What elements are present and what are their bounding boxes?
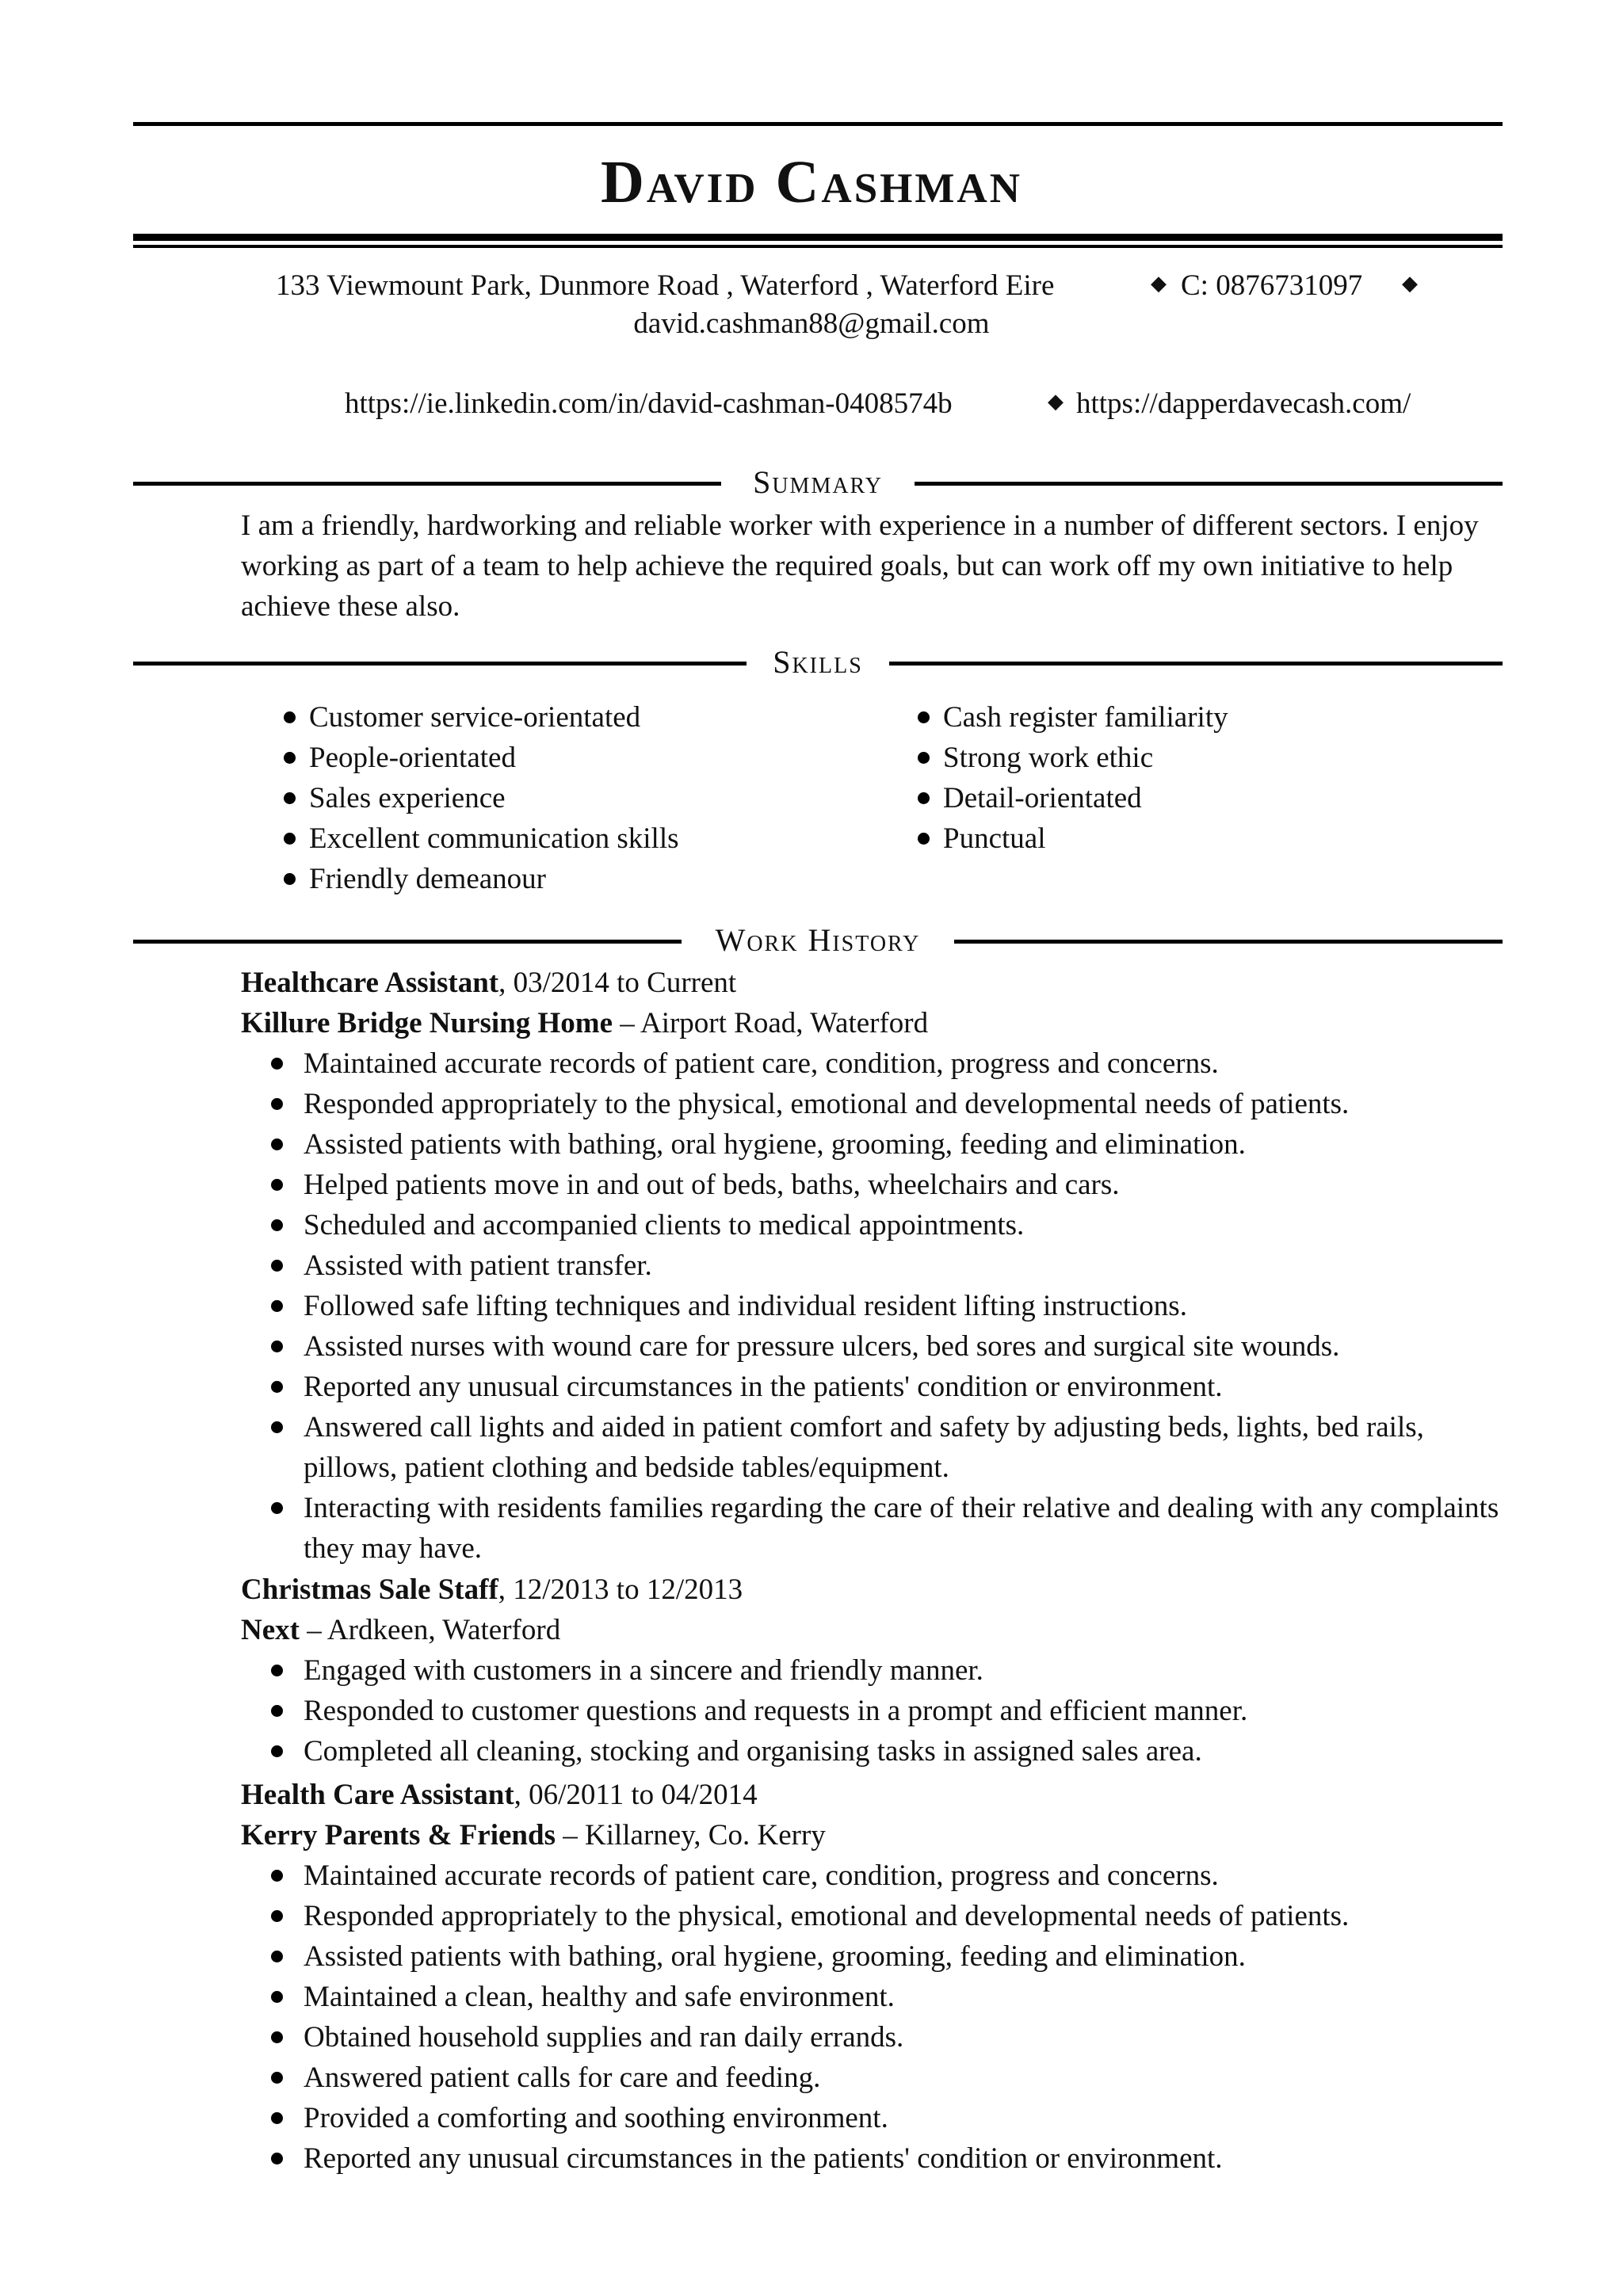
summary-text: I am a friendly, hardworking and reliable worker with experience in a number of different sectors. I enjoy working as part of a team to help achieve the required goals, but can work off my own initiative to help achieve these also.: [241, 509, 1479, 623]
bullet-icon: [271, 1705, 283, 1717]
employer-location: – Killarney, Co. Kerry: [555, 1819, 826, 1852]
list-item: Responded appropriately to the physical, emotional and developmental needs of patients.: [271, 1896, 1507, 1936]
header-top-rule: [133, 122, 1503, 126]
bullet-icon: [284, 711, 296, 723]
list-item: Reported any unusual circumstances in the patients' condition or environment.: [271, 1367, 1507, 1407]
bullet-icon: [284, 873, 296, 885]
bullet-icon: [271, 2112, 283, 2124]
separator-diamond-icon: ◆: [1402, 272, 1418, 295]
bullet-icon: [918, 711, 930, 723]
heading-rule: [954, 940, 1503, 944]
job-dates: , 12/2013 to 12/2013: [498, 1573, 743, 1606]
list-item: Assisted nurses with wound care for pressure ulcers, bed sores and surgical site wounds.: [271, 1326, 1507, 1367]
employer-line: [241, 1610, 560, 1650]
heading-rule: [915, 482, 1503, 486]
job-dates: , 06/2011 to 04/2014: [514, 1779, 758, 1811]
skills-right-column: [918, 697, 1520, 859]
contact-address: 133 Viewmount Park, Dunmore Road , Waterford , Waterford Eire: [276, 269, 1055, 302]
contact-linkedin[interactable]: https://ie.linkedin.com/in/david-cashman-0408574b: [345, 387, 953, 420]
bullet-icon: [918, 833, 930, 845]
bullet-icon: [271, 1341, 283, 1352]
list-item: Maintained a clean, healthy and safe environment.: [271, 1977, 1507, 2017]
list-item: Followed safe lifting techniques and individual resident lifting instructions.: [271, 1286, 1507, 1326]
skill-item: People-orientated: [284, 738, 886, 778]
list-item: Obtained household supplies and ran daily errands.: [271, 2017, 1507, 2058]
job-duties-list: [271, 1043, 1507, 1569]
skill-item: Punctual: [918, 818, 1520, 859]
bullet-icon: [271, 1138, 283, 1150]
list-item: Maintained accurate records of patient care, condition, progress and concerns.: [271, 1855, 1507, 1896]
bullet-icon: [271, 1745, 283, 1757]
bullet-icon: [271, 1991, 283, 2003]
bullet-icon: [284, 792, 296, 804]
skill-item: Strong work ethic: [918, 738, 1520, 778]
section-title: Skills: [773, 644, 863, 680]
bullet-icon: [284, 833, 296, 845]
list-item: Completed all cleaning, stocking and organising tasks in assigned sales area.: [271, 1731, 1507, 1772]
job-dates: , 03/2014 to Current: [498, 967, 737, 999]
list-item: Scheduled and accompanied clients to medical appointments.: [271, 1205, 1507, 1245]
list-item: Engaged with customers in a sincere and friendly manner.: [271, 1650, 1507, 1691]
employer-line: [241, 1815, 826, 1855]
bullet-icon: [271, 1058, 283, 1070]
job-duties-list: [271, 1650, 1507, 1772]
employer-location: – Airport Road, Waterford: [613, 1007, 929, 1039]
list-item: Assisted patients with bathing, oral hygiene, grooming, feeding and elimination.: [271, 1936, 1507, 1977]
job-title: Health Care Assistant: [241, 1779, 514, 1811]
list-item: Interacting with residents families regarding the care of their relative and dealing with any complaints they may have.: [271, 1488, 1507, 1569]
skills-heading: [133, 643, 1503, 682]
list-item: Helped patients move in and out of beds, baths, wheelchairs and cars.: [271, 1165, 1507, 1205]
skill-item: Sales experience: [284, 778, 886, 818]
skill-item: Excellent communication skills: [284, 818, 886, 859]
skill-item: Friendly demeanour: [284, 859, 886, 899]
candidate-name: David Cashman: [601, 149, 1022, 215]
bullet-icon: [271, 1951, 283, 1962]
skills-left-column: [284, 697, 886, 899]
employer-location: – Ardkeen, Waterford: [299, 1614, 561, 1646]
bullet-icon: [271, 1665, 283, 1676]
header-thick-rule: [133, 234, 1503, 241]
bullet-icon: [271, 1381, 283, 1393]
employer-name: Next: [241, 1614, 300, 1646]
bullet-icon: [271, 1260, 283, 1272]
work-history-heading: [133, 921, 1503, 960]
contact-phone: C: 0876731097: [1181, 269, 1363, 302]
skill-item: Customer service-orientated: [284, 697, 886, 738]
bullet-icon: [271, 1300, 283, 1312]
job-title-line: [241, 1569, 743, 1610]
bullet-icon: [271, 1910, 283, 1922]
bullet-icon: [271, 1502, 283, 1514]
job-title-line: [241, 1775, 758, 1815]
bullet-icon: [271, 2072, 283, 2084]
employer-name: Killure Bridge Nursing Home: [241, 1007, 613, 1039]
bullet-icon: [271, 1421, 283, 1433]
job-title: Christmas Sale Staff: [241, 1573, 498, 1606]
job-duties-list: [271, 1855, 1507, 2179]
job-title-line: [241, 963, 736, 1003]
employer-line: [241, 1003, 928, 1043]
section-title: Summary: [753, 464, 883, 500]
header-thin-rule: [133, 245, 1503, 248]
list-item: Provided a comforting and soothing environment.: [271, 2098, 1507, 2138]
bullet-icon: [271, 2031, 283, 2043]
list-item: Assisted with patient transfer.: [271, 1245, 1507, 1286]
skill-item: Cash register familiarity: [918, 697, 1520, 738]
list-item: Assisted patients with bathing, oral hygiene, grooming, feeding and elimination.: [271, 1124, 1507, 1165]
list-item: Answered patient calls for care and feeding.: [271, 2058, 1507, 2098]
bullet-icon: [271, 1870, 283, 1882]
job-title: Healthcare Assistant: [241, 967, 499, 999]
bullet-icon: [284, 752, 296, 764]
bullet-icon: [271, 2153, 283, 2164]
bullet-icon: [918, 752, 930, 764]
separator-diamond-icon: ◆: [1151, 272, 1167, 295]
employer-name: Kerry Parents & Friends: [241, 1819, 556, 1852]
list-item: Responded appropriately to the physical, emotional and developmental needs of patients.: [271, 1084, 1507, 1124]
bullet-icon: [271, 1098, 283, 1110]
list-item: Maintained accurate records of patient care, condition, progress and concerns.: [271, 1043, 1507, 1084]
bullet-icon: [271, 1219, 283, 1231]
section-title: Work History: [715, 922, 921, 958]
list-item: Responded to customer questions and requests in a prompt and efficient manner.: [271, 1691, 1507, 1731]
bullet-icon: [918, 792, 930, 804]
list-item: Reported any unusual circumstances in the patients' condition or environment.: [271, 2138, 1507, 2179]
contact-website[interactable]: https://dapperdavecash.com/: [1076, 387, 1411, 420]
heading-rule: [889, 662, 1503, 666]
list-item: Answered call lights and aided in patient comfort and safety by adjusting beds, lights, bed rails, pillows, patient clothing and bedside tables/equipment.: [271, 1407, 1507, 1488]
summary-heading: [133, 463, 1503, 502]
separator-diamond-icon: ◆: [1048, 390, 1064, 413]
skill-item: Detail-orientated: [918, 778, 1520, 818]
bullet-icon: [271, 1179, 283, 1191]
contact-email[interactable]: david.cashman88@gmail.com: [633, 307, 990, 340]
